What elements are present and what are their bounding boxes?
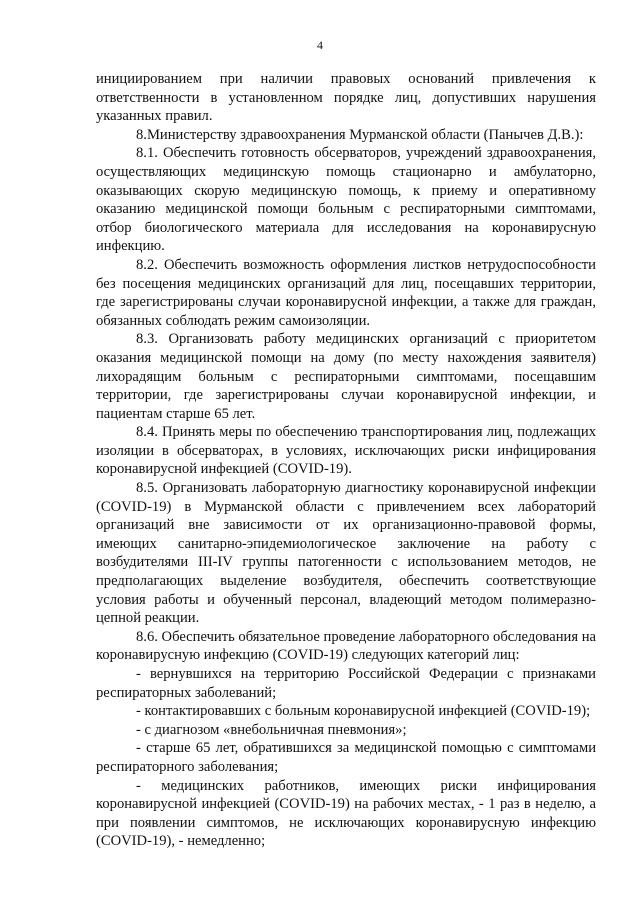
paragraph-8-2: 8.2. Обеспечить возможность оформления листков нетрудоспособности без посещения медицинских организаций для лиц, посещавших территории, где зарегистрированы случаи коронавирусной инфекции, а также для граждан, обязанных соблюдать режим самоизоляции. (96, 256, 596, 329)
paragraph-8-3: 8.3. Организовать работу медицинских организаций с приоритетом оказания медицинской помощи на дому (по месту нахождения заявителя) лихорадящим больным с респираторными симптомами, посещавшим территории, где зарегистрированы случаи коронавирусной инфекции, и пациентам старше 65 лет. (96, 331, 596, 422)
paragraph-8-1: 8.1. Обеспечить готовность обсерваторов, учреждений здравоохранения, осуществляющих медицинскую помощь стационарно и амбулаторно, оказывающих скорую медицинскую помощь, к приему и оперативному оказанию медицинской помощи больным с респираторными симптомами, отбор биологического материала для исследования на коронавирусную инфекцию. (96, 145, 596, 255)
list-item: - с диагнозом «внебольничная пневмония»; (136, 721, 407, 738)
list-item: - контактировавших с больным коронавирусной инфекцией (COVID-19); (136, 703, 591, 720)
paragraph-section-8-heading: 8.Министерству здравоохранения Мурманской области (Панычев Д.В.): (136, 126, 584, 143)
list-item: - медицинских работников, имеющих риски инфицирования коронавирусной инфекцией (COVID-19) на рабочих местах, - 1 раз в неделю, а при появлении симптомов, не исключающих коронавирусную инфекцию (COVID-19), - немедленно; (96, 777, 596, 850)
paragraph-8-5: 8.5. Организовать лабораторную диагностику коронавирусной инфекции (COVID-19) в Мурманской области с привлечением всех лабораторий организаций вне зависимости от их организационно-правовой формы, имеющих санитарно-эпидемиологическое заключение на работу с возбудителями III-IV группы патогенности с использованием методов, не предполагающих выделение возбудителя, обеспечить соответствующие условия работы и обученный персонал, владеющий методом полимеразно-цепной реакции. (96, 480, 596, 627)
paragraph-8-6: 8.6. Обеспечить обязательное проведение лабораторного обследования на коронавирусную инфекцию (COVID-19) следующих категорий лиц: (96, 628, 596, 664)
list-item: - старше 65 лет, обратившихся за медицинской помощью с симптомами респираторного заболевания; (96, 740, 596, 775)
page-number: 4 (317, 38, 323, 52)
paragraph-8-4: 8.4. Принять меры по обеспечению транспортирования лиц, подлежащих изоляции в обсерваторах, в условиях, исключающих риски инфицирования коронавирусной инфекцией (COVID-19). (96, 424, 596, 478)
list-item: - вернувшихся на территорию Российской Федерации с признаками респираторных заболеваний; (96, 666, 596, 701)
paragraph-continuation: инициированием при наличии правовых оснований привлечения к ответственности в установленном порядке лиц, допустивших нарушения указанных правил. (96, 71, 596, 125)
document-body (96, 70, 596, 851)
